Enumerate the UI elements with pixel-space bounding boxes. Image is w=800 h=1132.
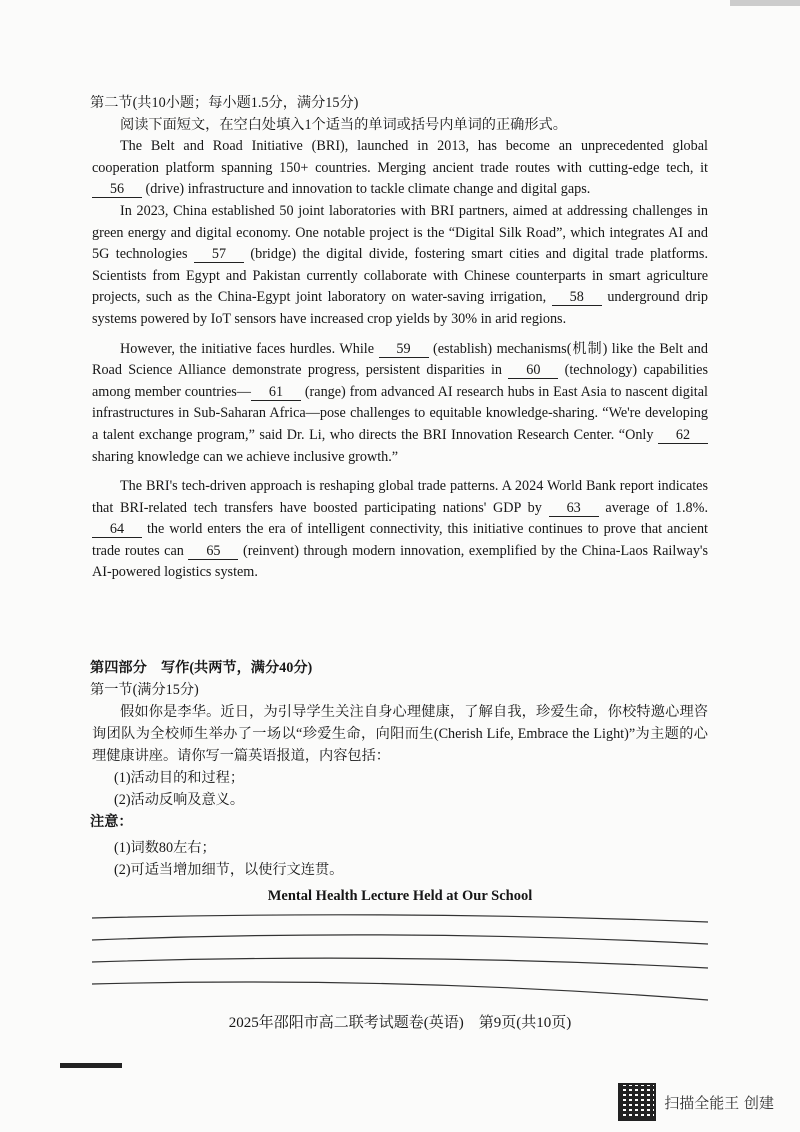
text: average of 1.8%. [598,499,708,516]
note: (2)可适当增加细节，以使行文连贯。 [114,862,344,878]
blank-57[interactable]: 57 [194,247,244,263]
essay-title: Mental Health Lecture Held at Our School [267,888,533,904]
blank-62[interactable]: 62 [658,428,708,444]
content-point: (2)活动反响及意义。 [114,792,245,808]
scan-mark [60,1063,122,1068]
text: (range) from advanced AI research hubs in East Asia to nascent digital infrastructures in Sub-Saharan Africa—pose challenges to equitable knowledge-sharing. “We're developing a talent exchange program,” said Dr. Li, who directs the BRI Innovation Research Center. “Only [92,383,708,443]
text: However, the initiative faces hurdles. While [120,340,379,357]
text: The BRI's tech-driven approach is reshaping global trade patterns. A 2024 World Bank report indicates that BRI-related tech transfers have boosted participating nations' GDP by [92,478,708,516]
text: (establish) mechanisms(机制) like the Belt and Road Science Alliance demonstrate progress, persistent disparities in [92,340,708,379]
part-heading: 第四部分 写作(共两节，满分40分) [90,660,313,676]
qr-code-icon [618,1083,656,1121]
instruction: 阅读下面短文，在空白处填入1个适当的单词或括号内单词的正确形式。 [120,116,567,133]
content-point: (1)活动目的和过程； [114,770,245,786]
blank-65[interactable]: 65 [188,544,238,560]
text: (bridge) the digital divide, fostering smart cities and digital trade platforms. Scientists from Egypt and Pakistan currently collaborate with Chinese counterparts in smart agriculture projects, such as the China-Egypt joint laboratory on water-saving irrigation, [92,246,708,306]
page-footer: 2025年邵阳市高二联考试题卷(英语) 第9页(共10页) [228,1015,572,1031]
text: the world enters the era of intelligent connectivity, this initiative continues to prove that ancient trade routes can [92,521,708,559]
text: (drive) infrastructure and innovation to tackle climate change and digital gaps. [142,181,591,198]
text: sharing knowledge can we achieve inclusive growth.” [92,448,399,465]
text: underground drip systems powered by IoT sensors have increased crop yields by 30% in arid regions. [92,289,709,327]
note: (1)词数80左右； [114,840,216,856]
section-heading: 第二节(共10小题；每小题1.5分，满分15分) [90,95,359,111]
blank-60[interactable]: 60 [508,363,558,379]
text: The Belt and Road Initiative (BRI), launched in 2013, has become an unprecedented global cooperation platform spanning 150+ countries. Merging ancient trade routes with cutting-edge tech, it [92,138,708,176]
text: (reinvent) through modern innovation, exemplified by the China-Laos Railway's AI-powered logistics system. [92,542,708,581]
notes-label: 注意： [90,814,133,830]
text: In 2023, China established 50 joint laboratories with BRI partners, aimed at addressing challenges in green energy and digital economy. One notable project is the “Digital Silk Road”, which integrates AI and 5G technologies [92,202,708,263]
section-heading: 第一节(满分15分) [90,682,199,698]
blank-58[interactable]: 58 [552,290,602,306]
blank-56[interactable]: 56 [92,182,142,198]
writing-prompt: 假如你是李华。近日，为引导学生关注自身心理健康，了解自我，珍爱生命，你校特邀心理咨询团队为全校师生举办了一场以“珍爱生命，向阳而生(Cherish Life, Embrace the Light)”为主题的心理健康讲座。请你写一篇英语报道，内容包括： [92,704,708,764]
blank-63[interactable]: 63 [549,501,599,517]
blank-59[interactable]: 59 [379,342,429,358]
scanner-watermark [618,1083,774,1121]
blank-61[interactable]: 61 [251,385,301,401]
blank-64[interactable]: 64 [92,522,142,538]
text: (technology) capabilities among member countries— [92,362,708,400]
watermark-text: 扫描全能王 创建 [664,1093,774,1112]
